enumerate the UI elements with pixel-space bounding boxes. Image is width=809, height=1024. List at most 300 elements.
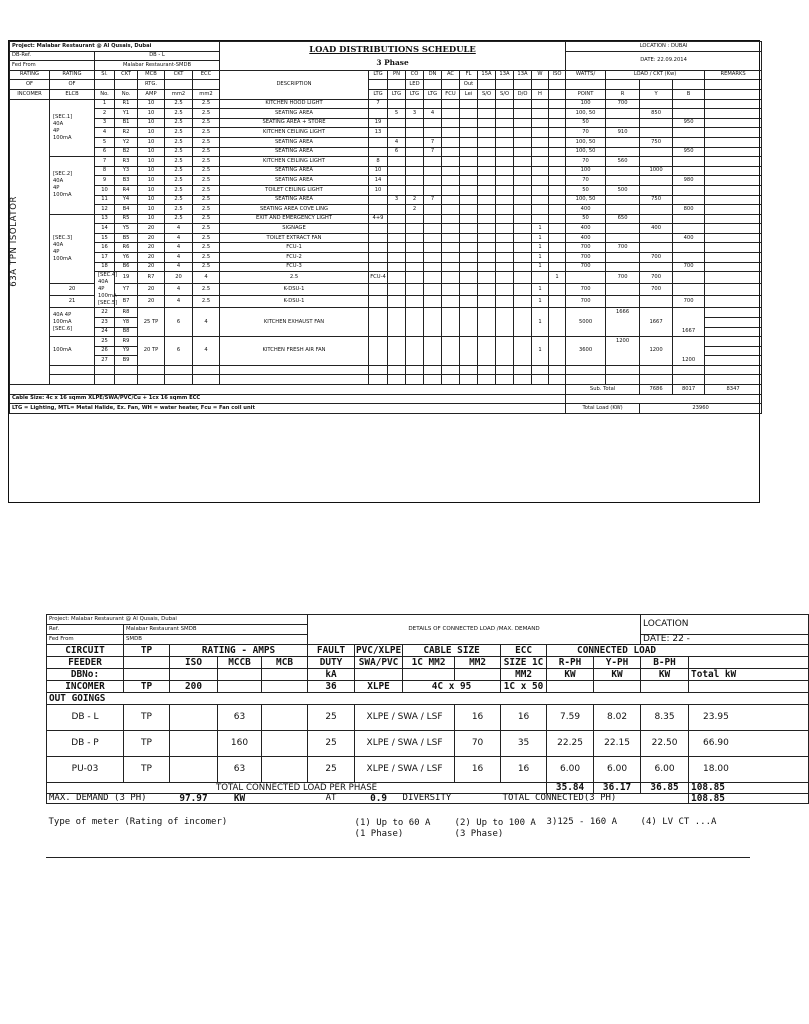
- ecc-size: 2.5: [193, 296, 220, 308]
- mcb-rating: 20: [138, 253, 165, 263]
- total-load-label: Total Load (KW): [566, 404, 640, 414]
- empty-cell: [460, 195, 478, 205]
- elcb-section: [50, 99, 95, 157]
- count-w: [532, 205, 549, 215]
- incomer-cable: 4C x 95: [403, 681, 501, 693]
- count-co: 2: [406, 205, 424, 215]
- hdr-point: POINT: [566, 89, 606, 99]
- remarks: [705, 356, 762, 366]
- empty-cell: [549, 185, 566, 195]
- sl-no: 16: [95, 243, 115, 253]
- load-b: 980: [673, 176, 705, 186]
- elcb-section-line: 100mA: [53, 318, 72, 325]
- count-co: [406, 99, 424, 109]
- empty-cell: [532, 365, 549, 375]
- count-w: 1: [532, 296, 549, 308]
- empty-cell: [549, 233, 566, 243]
- description: SEATING AREA: [220, 137, 369, 147]
- cable-size: 4: [193, 272, 220, 284]
- remarks: [705, 253, 762, 263]
- empty-cell: [478, 224, 496, 234]
- count-ltg: 4+9: [369, 214, 388, 224]
- count-co: [406, 224, 424, 234]
- ckt-no: Y5: [115, 224, 138, 234]
- description: EXIT AND EMERGENCY LIGHT: [220, 214, 369, 224]
- load-r: [606, 253, 640, 263]
- empty-cell: [170, 757, 218, 783]
- empty-cell: [442, 147, 460, 157]
- elcb-section-line: [SEC.5]: [98, 300, 118, 307]
- total-connected-value: 108.85: [689, 794, 809, 804]
- load-b: [673, 166, 705, 176]
- description: SEATING AREA: [220, 176, 369, 186]
- total-b: 36.85: [641, 783, 689, 794]
- empty-cell: [460, 284, 478, 296]
- incomer-ecc: 1C x 50: [501, 681, 547, 693]
- count-ltg: [369, 284, 388, 296]
- hdr-rating-1: RATING: [10, 70, 50, 80]
- empty-cell: [496, 205, 514, 215]
- feeder-cable: XLPE / SWA / LSF: [355, 757, 455, 783]
- remarks: [705, 346, 762, 356]
- load-r: 1200: [606, 337, 640, 366]
- load-r: 910: [606, 128, 640, 138]
- hdr-ltg-4: LTG: [406, 89, 424, 99]
- hdr-mcb: MCB: [138, 70, 165, 80]
- empty-cell: [514, 243, 532, 253]
- count-pn: [388, 296, 406, 308]
- empty-cell: [460, 308, 478, 337]
- empty-cell: [478, 166, 496, 176]
- incomer-pvc: XLPE: [355, 681, 403, 693]
- load-y: 850: [640, 109, 673, 119]
- remarks: [705, 166, 762, 176]
- count-w: 1: [532, 262, 549, 272]
- empty-cell: [442, 337, 460, 366]
- count-dn: [442, 272, 460, 284]
- feeder-row: [47, 705, 809, 731]
- watts: 5000: [566, 308, 606, 337]
- load-y: 1667: [640, 308, 673, 337]
- watts: 100: [566, 166, 606, 176]
- sl-no: 4: [95, 128, 115, 138]
- feeder-name: PU-03: [47, 757, 124, 783]
- empty-cell: [705, 375, 762, 385]
- count-pn: [388, 262, 406, 272]
- remarks: [705, 233, 762, 243]
- empty-cell: [460, 128, 478, 138]
- hdr-ltg-5: LTG: [424, 89, 442, 99]
- description: SIGNAGE: [220, 224, 369, 234]
- ckt-no: Y6: [115, 253, 138, 263]
- mcb-rating: 10: [138, 214, 165, 224]
- hdr-ka: kA: [308, 669, 355, 681]
- empty-cell: [549, 176, 566, 186]
- elcb-section-line: 100mA: [98, 293, 117, 300]
- hdr-y: Y: [640, 89, 673, 99]
- count-dn: [424, 296, 442, 308]
- ckt-no: Y7: [115, 284, 138, 296]
- feeder-ecc: 35: [501, 731, 547, 757]
- count-co: [406, 233, 424, 243]
- circuit-row: [10, 109, 762, 119]
- empty-cell: [478, 337, 496, 366]
- circuit-row: [10, 284, 762, 296]
- description: SEATING AREA: [220, 195, 369, 205]
- circuit-row: [10, 147, 762, 157]
- feeder-r: 6.00: [547, 757, 594, 783]
- empty-cell: [514, 205, 532, 215]
- watts: 50: [566, 185, 606, 195]
- empty-cell: [369, 337, 388, 366]
- empty-cell: [514, 214, 532, 224]
- count-ltg: [388, 272, 406, 284]
- feeder-name: DB - L: [47, 705, 124, 731]
- empty-cell: [478, 365, 496, 375]
- feeder-mccb: 63: [218, 705, 262, 731]
- remarks: [705, 157, 762, 167]
- hdr-cable-mm2: MM2: [455, 657, 501, 669]
- empty-cell: [442, 157, 460, 167]
- empty-cell: [496, 157, 514, 167]
- count-w: [532, 195, 549, 205]
- remarks: [705, 243, 762, 253]
- count-w: [532, 147, 549, 157]
- empty-cell: [220, 375, 369, 385]
- mcb-rating: 20: [138, 284, 165, 296]
- load-distribution-schedule: [8, 40, 760, 503]
- spare-row: [10, 375, 762, 385]
- count-pn: [388, 128, 406, 138]
- load-y: 700: [640, 253, 673, 263]
- empty-cell: [388, 308, 406, 337]
- elcb-section-line: 4P: [53, 248, 60, 255]
- empty-cell: [514, 337, 532, 366]
- circuit-row: [10, 262, 762, 272]
- load-b: [673, 185, 705, 195]
- empty-cell: [496, 128, 514, 138]
- elcb-section-line: 4P: [53, 127, 60, 134]
- cable-size: 4: [165, 224, 193, 234]
- load-r: [606, 137, 640, 147]
- count-dn: [424, 262, 442, 272]
- hdr-iso2: ISO: [170, 657, 218, 669]
- count-ltg: 8: [369, 157, 388, 167]
- empty-cell: [406, 308, 424, 337]
- empty-cell: [138, 365, 165, 375]
- load-y: [640, 185, 673, 195]
- incomer-name: INCOMER: [47, 681, 124, 693]
- load-b: 1667: [673, 308, 705, 337]
- load-r: [606, 233, 640, 243]
- feeder-mccb: 63: [218, 757, 262, 783]
- empty-cell: [115, 375, 138, 385]
- watts: 100, 50: [566, 137, 606, 147]
- empty-cell: [496, 118, 514, 128]
- count-co: [406, 128, 424, 138]
- empty-cell: [514, 157, 532, 167]
- count-co: [406, 284, 424, 296]
- load-b: 950: [673, 147, 705, 157]
- description: K-DSU-1: [220, 284, 369, 296]
- legend: LTG = Lighting, MTL= Metal Halide, Ex. Fan, WH = water heater, Fcu = Fan coil unit: [10, 404, 566, 414]
- count-w: [532, 157, 549, 167]
- count-pn: [388, 185, 406, 195]
- load-y: [640, 243, 673, 253]
- watts: 700: [566, 262, 606, 272]
- empty-cell: [514, 166, 532, 176]
- feeder-y: 6.00: [594, 757, 641, 783]
- feeder-r: 7.59: [547, 705, 594, 731]
- empty-cell: [549, 253, 566, 263]
- load-y: [673, 272, 705, 284]
- ckt-no: R4: [115, 185, 138, 195]
- details-ref-label: Ref.: [47, 625, 124, 635]
- empty-cell: [496, 337, 514, 366]
- ckt-no: Y8: [115, 317, 138, 327]
- hdr-amp: AMP: [138, 89, 165, 99]
- remarks: [705, 118, 762, 128]
- spare-row: [10, 365, 762, 375]
- feeder-ecc: 16: [501, 757, 547, 783]
- empty-cell: [514, 272, 532, 284]
- count-pn: [388, 233, 406, 243]
- load-y: [640, 233, 673, 243]
- description: KITCHEN CEILING LIGHT: [220, 157, 369, 167]
- project-name: Project: Malabar Restaurant @ Al Qusais, Dubai: [10, 42, 220, 52]
- elcb-section-line: 40A: [53, 178, 64, 185]
- ckt-no: R8: [115, 308, 138, 318]
- mcb-rating: 10: [138, 147, 165, 157]
- empty-cell: [50, 375, 95, 385]
- remarks: [705, 99, 762, 109]
- empty-cell: [460, 166, 478, 176]
- subtotal-y: 8017: [673, 385, 705, 395]
- cable-size: 2.5: [165, 137, 193, 147]
- elcb-section-line: [SEC.6]: [53, 325, 73, 332]
- empty-cell: [442, 243, 460, 253]
- count-w: [532, 166, 549, 176]
- empty-cell: [478, 137, 496, 147]
- ckt-no: B3: [115, 176, 138, 186]
- empty-cell: [496, 365, 514, 375]
- mcb-rating: 20: [138, 262, 165, 272]
- sl-no: 12: [95, 205, 115, 215]
- load-b: [673, 128, 705, 138]
- hdr-y-ph: Y-PH: [594, 657, 641, 669]
- circuit-row: [10, 308, 762, 318]
- hdr-swa-pvc: SWA/PVC: [355, 657, 403, 669]
- watts: 400: [566, 205, 606, 215]
- hdr-ltg: LTG: [369, 70, 388, 80]
- empty-cell: [115, 365, 138, 375]
- count-pn: [388, 166, 406, 176]
- empty-cell: [514, 224, 532, 234]
- hdr-r: R: [606, 89, 640, 99]
- schedule-body: [10, 42, 762, 414]
- load-r: 560: [606, 157, 640, 167]
- count-pn: [388, 176, 406, 186]
- elcb-section-line: 40A: [53, 241, 64, 248]
- count-w: 1: [532, 337, 549, 366]
- mcb-rating: 20: [138, 243, 165, 253]
- count-w: 1: [532, 224, 549, 234]
- empty-cell: [442, 365, 460, 375]
- description: KITCHEN CEILING LIGHT: [220, 128, 369, 138]
- feeder-r: 22.25: [547, 731, 594, 757]
- count-dn: [424, 224, 442, 234]
- subtotal-row: [10, 385, 762, 395]
- sl-no: 22: [95, 308, 115, 318]
- hdr-kw-r: KW: [547, 669, 594, 681]
- empty-cell: [460, 365, 478, 375]
- empty-cell: [388, 337, 406, 366]
- load-b: 700: [673, 262, 705, 272]
- empty-cell: [478, 243, 496, 253]
- ecc-size: 2.5: [193, 224, 220, 234]
- empty-cell: [442, 308, 460, 337]
- details-project: Project: Malabar Restaurant @ Al Qusais, Dubai: [47, 615, 308, 625]
- load-r: [606, 166, 640, 176]
- empty-cell: [460, 176, 478, 186]
- load-b: 950: [673, 118, 705, 128]
- load-b: [673, 157, 705, 167]
- count-ltg: [369, 195, 388, 205]
- empty-cell: [496, 224, 514, 234]
- empty-cell: [369, 375, 388, 385]
- empty-cell: [496, 296, 514, 308]
- empty-cell: [566, 365, 606, 375]
- schedule-table: [9, 41, 762, 414]
- cable-size: 4: [165, 243, 193, 253]
- empty-cell: [549, 147, 566, 157]
- elcb-section: [50, 337, 95, 366]
- empty-cell: [424, 375, 442, 385]
- circuit-row: [10, 214, 762, 224]
- empty-cell: [478, 195, 496, 205]
- load-b: [673, 243, 705, 253]
- description: KITCHEN HOOD LIGHT: [220, 99, 369, 109]
- count-pn: [388, 284, 406, 296]
- count-dn: 7: [424, 137, 442, 147]
- remarks: [705, 308, 762, 318]
- hdr-incomer: INCOMER: [10, 89, 50, 99]
- ckt-no: Y1: [115, 109, 138, 119]
- count-dn: [424, 284, 442, 296]
- empty-cell: [549, 375, 566, 385]
- empty-cell: [170, 705, 218, 731]
- circuit-row: [10, 99, 762, 109]
- load-y: [640, 262, 673, 272]
- empty-cell: [496, 262, 514, 272]
- mcb-rating: 10: [138, 157, 165, 167]
- empty-cell: [532, 375, 549, 385]
- count-ltg: 19: [369, 118, 388, 128]
- empty-cell: [478, 233, 496, 243]
- count-ltg: [369, 253, 388, 263]
- count-ltg: [369, 205, 388, 215]
- empty-cell: [514, 284, 532, 296]
- cable-size: 2.5: [165, 109, 193, 119]
- empty-cell: [388, 365, 406, 375]
- sl-no: 18: [95, 262, 115, 272]
- description: FCU-4: [369, 272, 388, 284]
- watts: 50: [566, 118, 606, 128]
- feeder-1c: 16: [455, 705, 501, 731]
- empty-cell: [496, 137, 514, 147]
- elcb-section-line: [SEC.4]: [98, 272, 118, 279]
- feeder-fault: 25: [308, 705, 355, 731]
- empty-cell: [442, 137, 460, 147]
- empty-cell: [549, 214, 566, 224]
- feeder-b: 22.50: [641, 731, 689, 757]
- feeder-total: 18.00: [689, 757, 809, 783]
- load-b: [673, 214, 705, 224]
- circuit-row: [10, 166, 762, 176]
- elcb-section-line: 40A 4P: [53, 311, 72, 318]
- empty-cell: [369, 365, 388, 375]
- empty-cell: [138, 375, 165, 385]
- remarks: [705, 176, 762, 186]
- mcb-rating: 20: [165, 272, 193, 284]
- empty-cell: [95, 365, 115, 375]
- count-co: [406, 137, 424, 147]
- load-b: [673, 224, 705, 234]
- isolator-cell: [10, 99, 50, 385]
- hdr-r-ph: R-PH: [547, 657, 594, 669]
- empty-cell: [460, 337, 478, 366]
- empty-cell: [549, 109, 566, 119]
- watts: 700: [566, 253, 606, 263]
- sl-no: 7: [95, 157, 115, 167]
- count-pn: [388, 157, 406, 167]
- sl-no: 26: [95, 346, 115, 356]
- feeder-name: DB - P: [47, 731, 124, 757]
- total-r: 35.84: [547, 783, 594, 794]
- circuit-row: [10, 185, 762, 195]
- circuit-row: [10, 337, 762, 347]
- hdr-ltg-3: LTG: [388, 89, 406, 99]
- elcb-section-line: [SEC.1]: [53, 113, 73, 120]
- empty-cell: [549, 224, 566, 234]
- hdr-do: D/O: [514, 89, 532, 99]
- count-w: [532, 128, 549, 138]
- load-r: [606, 109, 640, 119]
- count-w: [532, 176, 549, 186]
- remarks: [705, 284, 762, 296]
- watts: 400: [566, 233, 606, 243]
- feeder-fault: 25: [308, 731, 355, 757]
- mcb-rating: 25 TP: [138, 308, 165, 337]
- ckt-no: R1: [115, 99, 138, 109]
- hdr-ac: AC: [442, 70, 460, 80]
- count-dn: [424, 176, 442, 186]
- count-w: 1: [549, 272, 566, 284]
- empty-cell: [460, 185, 478, 195]
- empty-cell: [496, 243, 514, 253]
- empty-cell: [673, 365, 705, 375]
- hdr-pn: PN: [388, 70, 406, 80]
- count-w: 1: [532, 243, 549, 253]
- mcb-rating: 10: [138, 195, 165, 205]
- load-y: 400: [640, 224, 673, 234]
- empty-cell: [442, 176, 460, 186]
- description: SEATING AREA: [220, 147, 369, 157]
- sl-no: 11: [95, 195, 115, 205]
- empty-cell: [496, 166, 514, 176]
- cable-size: 2.5: [165, 157, 193, 167]
- empty-cell: [549, 166, 566, 176]
